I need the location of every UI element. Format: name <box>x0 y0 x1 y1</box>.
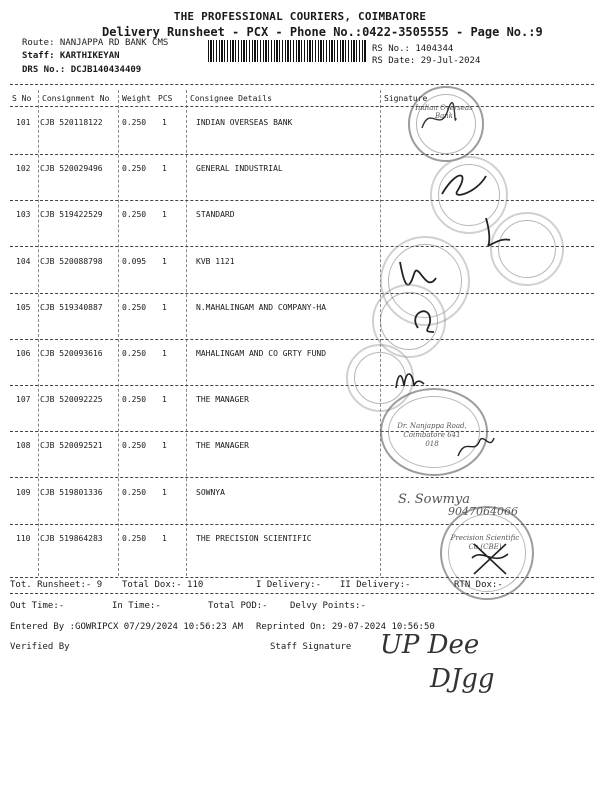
signature-102 <box>436 164 490 204</box>
row-consignee: SOWNYA <box>196 488 225 497</box>
in-time: In Time:- <box>112 601 161 611</box>
row-consignment: CJB 520092225 <box>40 395 103 404</box>
drs-number: DRS No.: DCJB140434409 <box>22 65 142 75</box>
row-consignment: CJB 519340887 <box>40 303 103 312</box>
row-divider <box>10 339 594 340</box>
col-pcs: PCS <box>158 94 173 103</box>
signature-108 <box>456 432 496 462</box>
precision-stamp-text: Precision Scientific Co (CBE) <box>450 534 520 551</box>
handwritten-name: S. Sowmya <box>398 492 470 507</box>
row-sno: 102 <box>16 164 31 173</box>
col-sno: S No <box>12 94 32 103</box>
row-consignee: THE MANAGER <box>196 441 249 450</box>
staff-label: Staff: KARTHIKEYAN <box>22 51 120 61</box>
row-weight: 0.250 <box>122 441 147 450</box>
company-name: THE PROFESSIONAL COURIERS, COIMBATORE <box>173 10 427 23</box>
divider <box>10 593 594 594</box>
row-sno: 104 <box>16 257 31 266</box>
row-consignment: CJB 519801336 <box>40 488 103 497</box>
signature-110 <box>468 536 512 580</box>
row-weight: 0.095 <box>122 257 147 266</box>
entered-by: Entered By :GOWRIPCX 07/29/2024 10:56:23 AM <box>10 622 243 632</box>
reprinted-on: Reprinted On: 29-07-2024 10:56:50 <box>256 622 435 632</box>
stamp-address: Dr. Nanjappa Road, Coimbatore 641 018 <box>397 422 467 448</box>
row-consignment: CJB 520118122 <box>40 118 103 127</box>
row-sno: 103 <box>16 210 31 219</box>
bank-stamp-text: Indian Overseas Bank <box>415 104 473 120</box>
row-pcs: 1 <box>162 210 167 219</box>
rtn-dox: RTN Dox:- <box>454 580 503 590</box>
row-consignee: N.MAHALINGAM AND COMPANY-HA <box>196 303 327 312</box>
row-pcs: 1 <box>162 164 167 173</box>
out-time: Out Time:- <box>10 601 65 611</box>
row-weight: 0.250 <box>122 303 147 312</box>
row-pcs: 1 <box>162 349 167 358</box>
signature-101 <box>418 100 458 140</box>
col-weight: Weight <box>122 94 151 103</box>
tot-runsheet: Tot. Runsheet:- 9 <box>10 580 103 590</box>
row-sno: 107 <box>16 395 31 404</box>
row-weight: 0.250 <box>122 395 147 404</box>
signature-106 <box>392 366 426 392</box>
divider <box>10 106 594 107</box>
row-divider <box>10 154 594 155</box>
total-pod: Total POD:- <box>208 601 268 611</box>
row-pcs: 1 <box>162 303 167 312</box>
col-consignee: Consignee Details <box>190 94 272 103</box>
col-signature: Signature <box>384 94 428 103</box>
route-label: Route: NANJAPPA RD BANK CMS <box>22 38 169 48</box>
row-consignee: STANDARD <box>196 210 235 219</box>
row-consignment: CJB 520093616 <box>40 349 103 358</box>
col-consignment: Consignment No <box>42 94 110 103</box>
verified-by: Verified By <box>10 642 70 652</box>
row-sno: 108 <box>16 441 31 450</box>
row-consignment: CJB 520088798 <box>40 257 103 266</box>
row-consignee: INDIAN OVERSEAS BANK <box>196 118 293 127</box>
ii-delivery: II Delivery:- <box>340 580 411 590</box>
row-divider <box>10 477 594 478</box>
staff-signature: Staff Signature <box>270 642 352 652</box>
row-weight: 0.250 <box>122 488 147 497</box>
divider <box>10 84 594 85</box>
row-sno: 101 <box>16 118 31 127</box>
handwritten-note: UP Dee <box>380 630 480 660</box>
handwritten-signature: DJgg <box>430 664 495 694</box>
total-dox: Total Dox:- 110 <box>122 580 204 590</box>
delvy-points: Delvy Points:- <box>290 601 366 611</box>
divider <box>10 577 594 578</box>
row-sno: 106 <box>16 349 31 358</box>
i-delivery: I Delivery:- <box>256 580 322 590</box>
row-consignment: CJB 520092521 <box>40 441 103 450</box>
signature-105 <box>408 304 438 334</box>
row-consignment: CJB 519864283 <box>40 534 103 543</box>
row-consignee: KVB 1121 <box>196 257 235 266</box>
row-divider <box>10 431 594 432</box>
row-pcs: 1 <box>162 534 167 543</box>
row-weight: 0.250 <box>122 118 147 127</box>
col-divider <box>118 90 119 576</box>
row-divider <box>10 385 594 386</box>
row-consignee: THE PRECISION SCIENTIFIC <box>196 534 312 543</box>
row-weight: 0.250 <box>122 534 147 543</box>
row-weight: 0.250 <box>122 210 147 219</box>
handwritten-phone: 9047064066 <box>448 505 518 518</box>
row-consignee: GENERAL INDUSTRIAL <box>196 164 283 173</box>
row-consignment: CJB 519422529 <box>40 210 103 219</box>
signature-103 <box>480 212 520 252</box>
runsheet-title: Delivery Runsheet - PCX - Phone No.:0422-3505555 - Page No.:9 <box>102 25 543 39</box>
row-consignee: MAHALINGAM AND CO GRTY FUND <box>196 349 327 358</box>
row-consignment: CJB 520029496 <box>40 164 103 173</box>
row-sno: 110 <box>16 534 31 543</box>
rs-date: RS Date: 29-Jul-2024 <box>372 56 481 66</box>
barcode <box>208 40 366 62</box>
col-divider <box>186 90 187 576</box>
row-sno: 105 <box>16 303 31 312</box>
row-pcs: 1 <box>162 257 167 266</box>
row-sno: 109 <box>16 488 31 497</box>
row-pcs: 1 <box>162 488 167 497</box>
col-divider <box>38 90 39 576</box>
row-weight: 0.250 <box>122 349 147 358</box>
rs-number: RS No.: 1404344 <box>372 44 454 54</box>
row-pcs: 1 <box>162 441 167 450</box>
row-divider <box>10 293 594 294</box>
row-pcs: 1 <box>162 118 167 127</box>
row-consignee: THE MANAGER <box>196 395 249 404</box>
row-weight: 0.250 <box>122 164 147 173</box>
row-pcs: 1 <box>162 395 167 404</box>
